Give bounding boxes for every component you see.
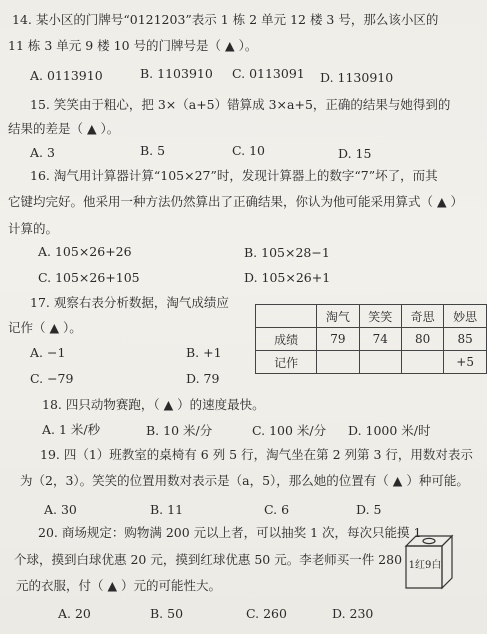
table-cell: 成绩: [256, 328, 317, 351]
lottery-box-label: 1红9白: [408, 560, 442, 571]
q16-option-c: C. 105×26+105: [38, 270, 140, 285]
q19-line1: 19. 四（1）班教室的桌椅有 6 列 5 行，淘气坐在第 2 列第 3 行，用数对表示: [40, 447, 473, 462]
q15-option-c: C. 10: [232, 143, 265, 158]
q18-option-a: A. 1 米/秒: [42, 422, 101, 437]
q17-option-d: D. 79: [186, 371, 220, 386]
q15-option-d: D. 15: [338, 146, 372, 161]
q19-line2: 为（2，3）。笑笑的位置用数对表示是（a，5），那么她的位置有（ ▲ ）种可能。: [20, 473, 469, 488]
q18-option-b: B. 10 米/分: [146, 423, 213, 438]
q20-option-c: C. 260: [246, 606, 287, 621]
q20-line1: 20. 商场规定：购物满 200 元以上者，可以抽奖 1 次，每次只能摸 1: [38, 525, 422, 540]
score-table: [255, 304, 487, 374]
lottery-box-illustration: [402, 530, 456, 590]
table-cell: [401, 351, 443, 374]
q15-line2: 结果的差是（ ▲ ）。: [8, 121, 120, 136]
q14-line2: 11 栋 3 单元 9 楼 10 号的门牌号是（ ▲ ）。: [8, 38, 258, 53]
q16-line2: 它键均完好。他采用一种方法仍然算出了正确结果，你认为他可能采用算式（ ▲ ）: [8, 194, 464, 209]
q14-option-b: B. 1103910: [140, 66, 213, 81]
table-cell: 74: [359, 328, 401, 351]
q15-option-a: A. 3: [30, 145, 55, 160]
q20-line2: 个球，摸到白球优惠 20 元，摸到红球优惠 50 元。李老师买一件 280: [14, 552, 403, 567]
q15-line1: 15. 笑笑由于粗心，把 3×（a+5）错算成 3×a+5，正确的结果与她得到的: [30, 97, 451, 112]
table-cell: [359, 351, 401, 374]
q17-line2: 记作（ ▲ ）。: [8, 320, 82, 335]
q17-line1: 17. 观察右表分析数据，淘气成绩应: [30, 295, 229, 310]
q17-option-a: A. −1: [30, 345, 66, 360]
q19-option-c: C. 6: [264, 502, 290, 517]
score-table-header-row: [256, 305, 487, 328]
q14-option-c: C. 0113091: [232, 66, 305, 81]
q16-option-a: A. 105×26+26: [38, 244, 132, 259]
table-header-cell: 奇思: [401, 305, 443, 328]
q18-option-c: C. 100 米/分: [252, 423, 327, 438]
table-header-cell: [256, 305, 317, 328]
q15-option-b: B. 5: [140, 143, 166, 158]
q19-option-d: D. 5: [356, 502, 382, 517]
q16-line3: 计算的。: [8, 221, 59, 236]
q18-option-d: D. 1000 米/时: [348, 423, 431, 438]
table-cell: 80: [401, 328, 443, 351]
table-header-cell: 妙思: [444, 305, 487, 328]
q19-option-a: A. 30: [44, 502, 77, 517]
q20-option-d: D. 230: [332, 606, 374, 621]
q20-option-b: B. 50: [150, 606, 184, 621]
q16-option-b: B. 105×28−1: [244, 245, 330, 260]
q14-option-d: D. 1130910: [320, 70, 394, 85]
q20-option-a: A. 20: [58, 606, 91, 621]
q16-line1: 16. 淘气用计算器计算“105×27”时，发现计算器上的数字“7”坏了，而其: [30, 168, 438, 183]
q18-line1: 18. 四只动物赛跑，（ ▲ ）的速度最快。: [42, 397, 265, 412]
q16-option-d: D. 105×26+1: [244, 270, 331, 285]
table-header-cell: 淘气: [317, 305, 359, 328]
q20-line3: 元的衣服，付（ ▲ ）元的可能性大。: [16, 578, 222, 593]
table-row: [256, 328, 487, 351]
table-header-cell: 笑笑: [359, 305, 401, 328]
q17-option-c: C. −79: [30, 371, 74, 386]
q14-line1: 14. 某小区的门牌号“0121203”表示 1 栋 2 单元 12 楼 3 号，那么该小区的: [12, 12, 439, 27]
table-cell: [317, 351, 359, 374]
table-cell: 79: [317, 328, 359, 351]
table-cell: +5: [444, 351, 487, 374]
q19-option-b: B. 11: [150, 502, 184, 517]
q14-option-a: A. 0113910: [30, 68, 103, 83]
table-cell: 85: [444, 328, 487, 351]
q17-option-b: B. +1: [186, 345, 222, 360]
table-cell: 记作: [256, 351, 317, 374]
table-row: [256, 351, 487, 374]
